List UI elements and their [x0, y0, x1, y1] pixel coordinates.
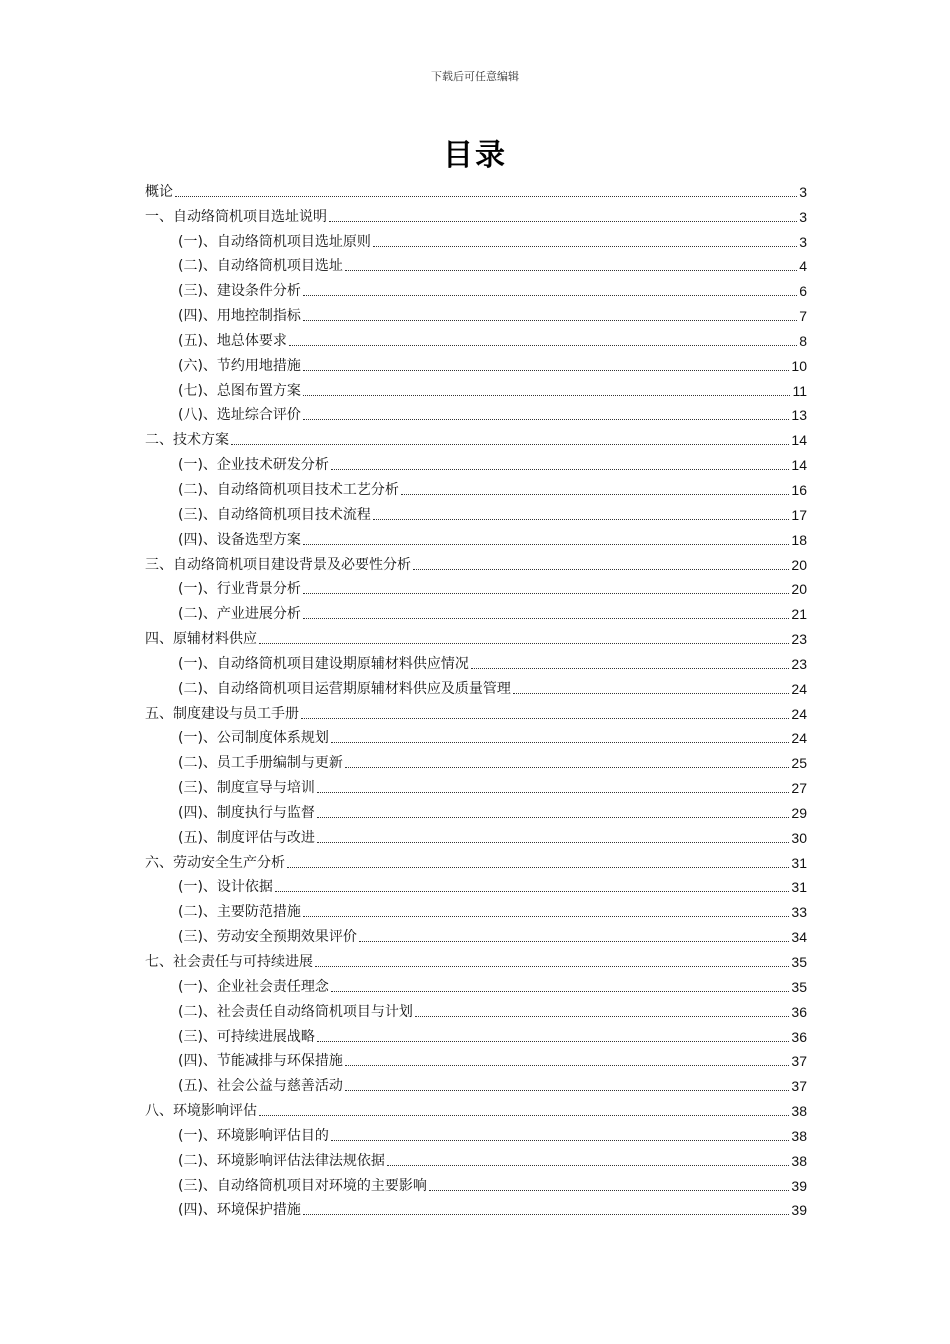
- toc-entry-label: 五、制度建设与员工手册: [145, 705, 299, 722]
- toc-entry-page: 11: [792, 382, 807, 399]
- toc-entry-page: 31: [791, 879, 807, 896]
- toc-entry-label: (四)、用地控制指标: [178, 308, 301, 325]
- toc-entry-label: (二)、自动络筒机项目运营期原辅材料供应及质量管理: [178, 680, 511, 697]
- toc-entry-page: 30: [791, 829, 807, 846]
- toc-entry-label: (五)、制度评估与改进: [178, 829, 315, 846]
- toc-entry-label: (五)、地总体要求: [178, 332, 287, 349]
- toc-entry[interactable]: [145, 797, 807, 822]
- toc-entry-label: (二)、产业进展分析: [178, 606, 301, 623]
- toc-entry-page: 3: [799, 183, 807, 200]
- toc-entry-label: (二)、自动络筒机项目选址: [178, 258, 343, 275]
- toc-dot-leader: [413, 569, 789, 570]
- toc-entry[interactable]: [145, 300, 807, 325]
- toc-entry[interactable]: [145, 1021, 807, 1046]
- toc-entry-page: 23: [791, 655, 807, 672]
- toc-entry-label: (四)、设备选型方案: [178, 531, 301, 548]
- toc-entry-page: 7: [799, 308, 807, 325]
- toc-dot-leader: [303, 395, 791, 396]
- toc-entry-label: (三)、劳动安全预期效果评价: [178, 929, 357, 946]
- toc-dot-leader: [345, 270, 797, 271]
- toc-entry[interactable]: [145, 1120, 807, 1145]
- toc-dot-leader: [315, 966, 789, 967]
- toc-entry-label: (一)、环境影响评估目的: [178, 1127, 329, 1144]
- toc-entry-page: 35: [791, 978, 807, 995]
- toc-dot-leader: [429, 1190, 789, 1191]
- toc-entry-page: 24: [791, 730, 807, 747]
- toc-entry-page: 35: [791, 954, 807, 970]
- toc-entry-label: (六)、节约用地措施: [178, 357, 301, 374]
- page-title: 目录: [443, 138, 507, 173]
- toc-dot-leader: [301, 718, 789, 719]
- toc-dot-leader: [373, 246, 797, 247]
- toc-entry[interactable]: [145, 598, 807, 623]
- toc-entry-label: (一)、设计依据: [178, 879, 273, 896]
- toc-entry[interactable]: [145, 275, 807, 300]
- toc-entry-page: 17: [791, 506, 807, 523]
- toc-entry-label: 七、社会责任与可持续进展: [145, 954, 313, 970]
- toc-entry-label: 一、自动络筒机项目选址说明: [145, 208, 327, 225]
- toc-dot-leader: [259, 643, 789, 644]
- toc-dot-leader: [259, 1115, 789, 1116]
- toc-entry-label: (一)、企业社会责任理念: [178, 978, 329, 995]
- toc-entry-page: 4: [799, 258, 807, 275]
- toc-dot-leader: [331, 469, 789, 470]
- toc-entry[interactable]: [145, 896, 807, 921]
- toc-entry-page: 38: [791, 1152, 807, 1169]
- toc-dot-leader: [373, 519, 789, 520]
- toc-entry-label: (二)、社会责任自动络筒机项目与计划: [178, 1003, 413, 1020]
- toc-entry[interactable]: [145, 574, 807, 599]
- toc-entry-label: (一)、企业技术研发分析: [178, 457, 329, 474]
- toc-entry-page: 34: [791, 929, 807, 946]
- toc-entry-page: 10: [791, 357, 807, 374]
- toc-entry-page: 13: [791, 407, 807, 424]
- toc-dot-leader: [359, 941, 789, 942]
- toc-entry[interactable]: [145, 971, 807, 996]
- toc-entry[interactable]: [145, 226, 807, 251]
- toc-entry[interactable]: [145, 325, 807, 350]
- toc-entry[interactable]: [145, 698, 807, 723]
- toc-entry-label: 概论: [145, 183, 173, 200]
- toc-entry-label: (八)、选址综合评价: [178, 407, 301, 424]
- toc-entry[interactable]: [145, 847, 807, 872]
- toc-entry-label: (三)、制度宣导与培训: [178, 780, 315, 797]
- toc-entry-page: 36: [791, 1028, 807, 1045]
- toc-entry[interactable]: [145, 474, 807, 499]
- toc-entry-page: 16: [791, 481, 807, 498]
- toc-entry-label: (四)、制度执行与监督: [178, 804, 315, 821]
- toc-entry-label: (一)、自动络筒机项目选址原则: [178, 233, 371, 250]
- toc-dot-leader: [345, 767, 789, 768]
- toc-entry-page: 39: [791, 1177, 807, 1194]
- toc-dot-leader: [303, 370, 789, 371]
- toc-entry[interactable]: [145, 996, 807, 1021]
- toc-entry-page: 24: [791, 705, 807, 722]
- toc-dot-leader: [289, 345, 797, 346]
- toc-entry[interactable]: [145, 549, 807, 574]
- toc-entry-page: 23: [791, 631, 807, 648]
- toc-entry-label: (二)、主要防范措施: [178, 904, 301, 921]
- toc-dot-leader: [345, 1065, 789, 1066]
- toc-entry[interactable]: [145, 723, 807, 748]
- toc-entry-label: (二)、员工手册编制与更新: [178, 755, 343, 772]
- toc-entry[interactable]: [145, 872, 807, 897]
- toc-entry[interactable]: [145, 375, 807, 400]
- toc-dot-leader: [303, 295, 797, 296]
- toc-entry[interactable]: [145, 350, 807, 375]
- toc-entry-page: 6: [799, 283, 807, 300]
- toc-dot-leader: [345, 1090, 789, 1091]
- toc-dot-leader: [331, 991, 789, 992]
- toc-entry-label: (二)、自动络筒机项目技术工艺分析: [178, 481, 399, 498]
- toc-entry-label: (三)、自动络筒机项目技术流程: [178, 506, 371, 523]
- toc-entry-page: 3: [799, 233, 807, 250]
- toc-entry-label: 二、技术方案: [145, 432, 229, 449]
- toc-dot-leader: [317, 817, 789, 818]
- toc-entry-page: 20: [791, 581, 807, 598]
- toc-entry[interactable]: [145, 1070, 807, 1095]
- toc-dot-leader: [303, 1214, 789, 1215]
- toc-dot-leader: [317, 842, 789, 843]
- toc-dot-leader: [317, 1041, 789, 1042]
- toc-dot-leader: [231, 444, 789, 445]
- toc-dot-leader: [331, 1140, 789, 1141]
- toc-entry-label: (四)、节能减排与环保措施: [178, 1053, 343, 1070]
- toc-entry[interactable]: [145, 946, 807, 971]
- toc-entry-page: 8: [799, 332, 807, 349]
- toc-entry-page: 14: [791, 432, 807, 449]
- toc-dot-leader: [471, 668, 789, 669]
- toc-dot-leader: [387, 1165, 789, 1166]
- toc-entry-label: (一)、行业背景分析: [178, 581, 301, 598]
- toc-entry-page: 24: [791, 680, 807, 697]
- toc-entry[interactable]: [145, 1046, 807, 1071]
- toc-entry[interactable]: [145, 747, 807, 772]
- toc-entry-label: (五)、社会公益与慈善活动: [178, 1078, 343, 1095]
- toc-dot-leader: [303, 544, 789, 545]
- toc-entry-page: 3: [799, 208, 807, 225]
- toc-entry-page: 31: [791, 854, 807, 871]
- toc-entry-label: 四、原辅材料供应: [145, 631, 257, 648]
- toc-entry[interactable]: [145, 1195, 807, 1220]
- toc-entry-page: 39: [791, 1202, 807, 1219]
- toc-entry-page: 38: [791, 1103, 807, 1120]
- toc-entry-label: (三)、自动络筒机项目对环境的主要影响: [178, 1177, 427, 1194]
- toc-entry-page: 38: [791, 1127, 807, 1144]
- toc-entry-label: (一)、公司制度体系规划: [178, 730, 329, 747]
- toc-entry-page: 27: [791, 780, 807, 797]
- toc-entry-page: 14: [791, 457, 807, 474]
- toc-entry[interactable]: [145, 424, 807, 449]
- toc-dot-leader: [303, 618, 789, 619]
- toc-entry-label: (三)、可持续进展战略: [178, 1028, 315, 1045]
- toc-entry[interactable]: [145, 400, 807, 425]
- toc-entry[interactable]: [145, 921, 807, 946]
- toc-dot-leader: [317, 792, 789, 793]
- toc-dot-leader: [287, 867, 789, 868]
- toc-entry-page: 20: [791, 556, 807, 573]
- toc-entry-label: (四)、环境保护措施: [178, 1202, 301, 1219]
- toc-dot-leader: [401, 494, 789, 495]
- toc-dot-leader: [415, 1016, 789, 1017]
- toc-dot-leader: [303, 916, 789, 917]
- toc-entry[interactable]: [145, 499, 807, 524]
- toc-entry-page: 21: [791, 606, 807, 623]
- toc-entry-page: 29: [791, 804, 807, 821]
- toc-entry[interactable]: [145, 201, 807, 226]
- toc-entry[interactable]: [145, 176, 807, 201]
- toc-dot-leader: [275, 891, 789, 892]
- toc-entry-label: 三、自动络筒机项目建设背景及必要性分析: [145, 556, 411, 573]
- toc-entry[interactable]: [145, 1145, 807, 1170]
- toc-dot-leader: [175, 196, 797, 197]
- toc-entry[interactable]: [145, 822, 807, 847]
- toc-entry-page: 18: [791, 531, 807, 548]
- toc-entry-label: (二)、环境影响评估法律法规依据: [178, 1152, 385, 1169]
- toc-dot-leader: [331, 742, 789, 743]
- toc-entry-page: 37: [791, 1078, 807, 1095]
- toc-entry[interactable]: [145, 251, 807, 276]
- toc-dot-leader: [303, 320, 797, 321]
- toc-entry-page: 33: [791, 904, 807, 921]
- header-note: 下载后可任意编辑: [431, 70, 519, 83]
- toc-entry[interactable]: [145, 524, 807, 549]
- toc-entry-label: (一)、自动络筒机项目建设期原辅材料供应情况: [178, 655, 469, 672]
- toc-entry[interactable]: [145, 449, 807, 474]
- toc-entry[interactable]: [145, 1095, 807, 1120]
- toc-dot-leader: [303, 419, 789, 420]
- toc-entry-label: (七)、总图布置方案: [178, 382, 301, 399]
- toc-entry[interactable]: [145, 1170, 807, 1195]
- toc-dot-leader: [513, 693, 789, 694]
- toc-entry-label: 六、劳动安全生产分析: [145, 854, 285, 871]
- toc-entry[interactable]: [145, 673, 807, 698]
- toc-entry-page: 36: [791, 1003, 807, 1020]
- toc-entry-page: 25: [791, 755, 807, 772]
- toc-entry-label: 八、环境影响评估: [145, 1103, 257, 1120]
- toc-entry-page: 37: [791, 1053, 807, 1070]
- toc-entry[interactable]: [145, 772, 807, 797]
- toc-entry-label: (三)、建设条件分析: [178, 283, 301, 300]
- toc-entry[interactable]: [145, 623, 807, 648]
- toc-entry[interactable]: [145, 648, 807, 673]
- table-of-contents: [145, 176, 807, 1219]
- toc-dot-leader: [303, 593, 789, 594]
- toc-dot-leader: [329, 221, 797, 222]
